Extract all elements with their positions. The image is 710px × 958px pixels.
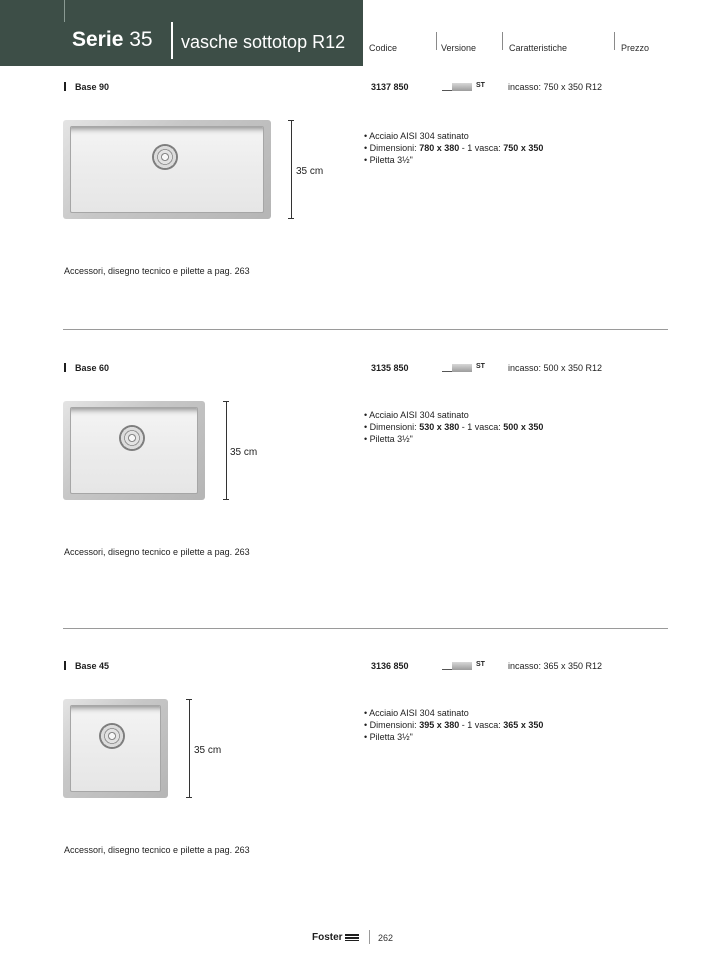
feature-dimensions: • Dimensioni: 395 x 380 - 1 vasca: 365 x 350 — [364, 720, 544, 730]
series-number: 35 — [129, 28, 153, 51]
dimension-label: 35 cm — [296, 166, 324, 177]
sink-image — [63, 401, 205, 500]
drain-icon — [152, 144, 178, 170]
base-marker — [64, 363, 66, 372]
dim-bowl: 750 x 350 — [503, 143, 544, 153]
dim-prefix: Dimensioni: — [369, 143, 417, 153]
base-label: Base 90 — [75, 82, 110, 92]
dimension-cap — [186, 797, 192, 798]
product-section-base-45 — [0, 579, 710, 855]
column-header-prezzo: Prezzo — [621, 43, 650, 53]
incasso-text: incasso: 750 x 350 R12 — [508, 82, 603, 92]
dim-mid: - 1 vasca: — [461, 143, 501, 153]
footer-separator — [369, 930, 370, 944]
product-section-base-60 — [0, 281, 710, 557]
dimension-cap — [288, 120, 294, 121]
accessories-note: Accessori, disegno tecnico e pilette a pag. 263 — [64, 266, 250, 276]
feature-material-text: Acciaio AISI 304 satinato — [369, 410, 469, 420]
logo-bars-icon — [345, 934, 359, 941]
dim-outer: 530 x 380 — [419, 422, 460, 432]
accessories-note: Accessori, disegno tecnico e pilette a pag. 263 — [64, 547, 250, 557]
dim-bowl: 365 x 350 — [503, 720, 544, 730]
product-code: 3137 850 — [371, 82, 409, 92]
dim-outer: 780 x 380 — [419, 143, 460, 153]
version-label: ST — [476, 82, 485, 89]
brand-name: Foster — [312, 932, 343, 943]
steel-swatch — [452, 364, 472, 372]
dimension-cap — [223, 401, 229, 402]
base-label: Base 45 — [75, 661, 110, 671]
dim-mid: - 1 vasca: — [461, 720, 501, 730]
feature-dimensions: • Dimensioni: 530 x 380 - 1 vasca: 500 x 350 — [364, 422, 544, 432]
series-subtitle: vasche sottotop R12 — [181, 32, 346, 52]
dimension-line — [189, 699, 190, 798]
dimension-line — [291, 120, 292, 219]
feature-drain: • Piletta 3½" — [364, 434, 413, 444]
dimension-label: 35 cm — [194, 745, 222, 756]
dimension-cap — [186, 699, 192, 700]
dimension-label: 35 cm — [230, 447, 258, 458]
product-code: 3135 850 — [371, 363, 409, 373]
base-marker — [64, 661, 66, 670]
feature-material: • Acciaio AISI 304 satinato — [364, 708, 469, 718]
product-code: 3136 850 — [371, 661, 409, 671]
dim-prefix: Dimensioni: — [369, 720, 417, 730]
feature-material-text: Acciaio AISI 304 satinato — [369, 131, 469, 141]
feature-drain-text: Piletta 3½" — [369, 732, 413, 742]
column-header-versione: Versione — [441, 43, 477, 53]
column-header-caratteristiche: Caratteristiche — [509, 43, 568, 53]
page-number: 262 — [378, 933, 394, 943]
accessories-note: Accessori, disegno tecnico e pilette a pag. 263 — [64, 845, 250, 855]
drain-icon — [99, 723, 125, 749]
steel-swatch — [452, 662, 472, 670]
dim-bowl: 500 x 350 — [503, 422, 544, 432]
base-marker — [64, 82, 66, 91]
dim-prefix: Dimensioni: — [369, 422, 417, 432]
feature-material: • Acciaio AISI 304 satinato — [364, 410, 469, 420]
dimension-cap — [223, 499, 229, 500]
column-header-codice: Codice — [369, 43, 398, 53]
steel-swatch — [452, 83, 472, 91]
sink-image — [63, 120, 271, 219]
feature-drain: • Piletta 3½" — [364, 732, 413, 742]
incasso-text: incasso: 500 x 350 R12 — [508, 363, 603, 373]
feature-drain: • Piletta 3½" — [364, 155, 413, 165]
version-label: ST — [476, 363, 485, 370]
dim-mid: - 1 vasca: — [461, 422, 501, 432]
series-word: Serie — [72, 28, 124, 51]
feature-drain-text: Piletta 3½" — [369, 155, 413, 165]
feature-dimensions: • Dimensioni: 780 x 380 - 1 vasca: 750 x 350 — [364, 143, 544, 153]
sink-image — [63, 699, 168, 798]
version-label: ST — [476, 661, 485, 668]
dim-outer: 395 x 380 — [419, 720, 460, 730]
feature-drain-text: Piletta 3½" — [369, 434, 413, 444]
dimension-line — [226, 401, 227, 500]
incasso-text: incasso: 365 x 350 R12 — [508, 661, 603, 671]
feature-material-text: Acciaio AISI 304 satinato — [369, 708, 469, 718]
drain-icon — [119, 425, 145, 451]
feature-material: • Acciaio AISI 304 satinato — [364, 131, 469, 141]
foster-logo — [312, 932, 359, 943]
base-label: Base 60 — [75, 363, 110, 373]
product-section-base-90 — [0, 0, 710, 276]
dimension-cap — [288, 218, 294, 219]
